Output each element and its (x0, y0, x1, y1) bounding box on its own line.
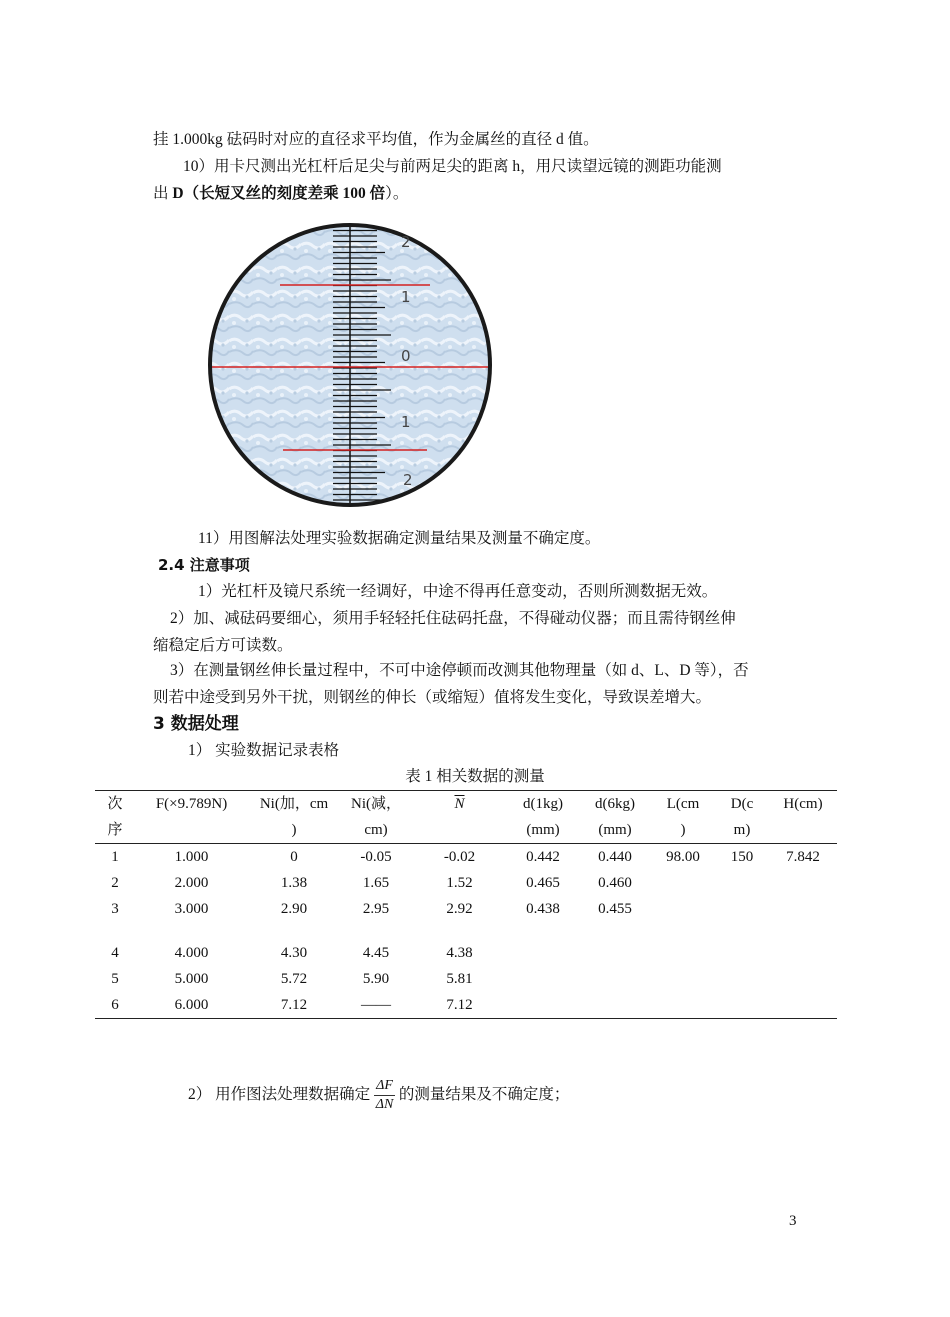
table-cell (579, 966, 651, 992)
table-cell: 150 (730, 849, 754, 865)
table-row (95, 844, 837, 871)
header-cell: L(cm (651, 791, 715, 818)
header-cell: F(×9.789N) (135, 791, 248, 818)
note-3: 3）在测量钢丝伸长量过程中，不可中途停顿而改测其他物理量（如 d、L、D 等），否 (170, 662, 749, 679)
header-cell-n-mean (412, 791, 507, 818)
header-cell: cm) (340, 817, 412, 844)
table-cell: 0.465 (526, 875, 560, 891)
table-cell: 0.440 (598, 849, 632, 865)
header-cell: (mm) (579, 817, 651, 844)
table-cell: 7.12 (412, 992, 507, 1019)
scale-label-zero: 0 (401, 347, 411, 365)
table-cell (769, 966, 837, 992)
table-cell: -0.05 (360, 849, 392, 865)
header-cell: (mm) (507, 817, 579, 844)
paragraph-step-10-cont (153, 184, 408, 204)
header-cell: 次 (95, 791, 135, 818)
table-cell: 0.442 (526, 849, 560, 865)
table-row (95, 870, 837, 896)
header-cell: ) (651, 817, 715, 844)
table-cell: 1.000 (174, 849, 209, 865)
table-cell: 5.81 (446, 971, 473, 987)
table-cell: 4.38 (446, 945, 473, 961)
note-2: 2）加、减砝码要细心，须用手轻轻托住砝码托盘，不得碰动仪器；而且需待钢丝伸 (170, 610, 736, 627)
table-cell: 5 (111, 971, 119, 987)
table-intro: 1） 实验数据记录表格 (188, 742, 340, 759)
table-cell: 0.455 (598, 901, 632, 917)
text-segment: ）。 (385, 185, 409, 202)
table-row (95, 896, 837, 940)
header-cell: H(cm) (769, 791, 837, 818)
table-cell: 4 (111, 945, 119, 961)
table-caption: 表 1 相关数据的测量 (405, 768, 545, 785)
bold-segment: D（长短叉丝的刻度差乘 100 倍 (172, 185, 386, 202)
table-cell: 5.72 (280, 971, 308, 987)
text-segment: 的测量结果及不确定度； (398, 1086, 570, 1103)
table-cell: —— (340, 992, 412, 1019)
paragraph-diameter-average: 挂 1.000kg 砝码时对应的直径求平均值，作为金属丝的直径 d 值。 (153, 131, 599, 148)
table-cell: 0.460 (598, 875, 632, 891)
paragraph-step-10: 10）用卡尺测出光杠杆后足尖与前两足尖的距离 h，用尺读望远镜的测距功能测 (183, 158, 722, 175)
table-cell: 6.000 (135, 992, 248, 1019)
table-cell (715, 896, 769, 940)
table-cell: 6 (95, 992, 135, 1019)
table-cell: 7.12 (248, 992, 340, 1019)
table-cell: 2.95 (362, 901, 390, 917)
table-cell: 1 (111, 849, 119, 865)
header-cell: Ni(减， (340, 791, 412, 818)
table-cell (769, 896, 837, 940)
header-cell (769, 817, 837, 844)
table-cell (651, 940, 715, 966)
table-cell: 4.000 (174, 945, 209, 961)
header-cell (412, 817, 507, 844)
header-cell: 序 (95, 817, 135, 844)
table-cell: 4.30 (280, 945, 308, 961)
table-cell (715, 992, 769, 1019)
fraction-denominator: ΔN (375, 1096, 394, 1112)
note-3-cont: 则若中途受到另外干扰，则钢丝的伸长（或缩短）值将发生变化，导致误差增大。 (153, 689, 712, 706)
table-cell (769, 870, 837, 896)
n-mean-symbol: $\overline{N}$ (454, 796, 465, 812)
header-row-2 (95, 817, 837, 844)
table-cell (715, 966, 769, 992)
scale-label-upper-2: 2 (401, 233, 411, 251)
table-cell (769, 992, 837, 1019)
paragraph-step-11: 11）用图解法处理实验数据确定测量结果及测量不确定度。 (198, 530, 601, 547)
table-cell: 1.38 (280, 875, 308, 891)
table-cell: 98.00 (666, 849, 700, 865)
scale-label-upper-1: 1 (401, 288, 411, 306)
table-row (95, 992, 837, 1019)
table-cell: 2.000 (174, 875, 209, 891)
table-cell (579, 940, 651, 966)
table-cell (579, 992, 651, 1019)
header-cell: m) (715, 817, 769, 844)
delta-f-over-delta-n (374, 1077, 395, 1114)
measurement-table (95, 790, 837, 1019)
header-cell: ) (248, 817, 340, 844)
table-cell (507, 992, 579, 1019)
table-cell: 3 (111, 901, 119, 917)
note-2-cont: 缩稳定后方可读数。 (153, 637, 293, 654)
table-cell (651, 870, 715, 896)
table-cell: 1.52 (446, 875, 473, 891)
table-cell: 2 (111, 875, 119, 891)
text-segment: 2） 用作图法处理数据确定 (188, 1086, 371, 1103)
table-cell: 1.65 (362, 875, 390, 891)
section-heading-3: 3 数据处理 (153, 714, 239, 734)
table-cell: 0.438 (526, 901, 560, 917)
header-cell: Ni(加，cm (248, 791, 340, 818)
table-cell: 7.842 (786, 849, 820, 865)
telescope-scale-figure (205, 215, 497, 515)
header-row-1 (95, 791, 837, 818)
table-cell (715, 940, 769, 966)
section-heading-2-4: 2.4 注意事项 (158, 556, 250, 574)
table-cell: -0.02 (443, 849, 476, 865)
paragraph-graph-method (188, 1075, 569, 1115)
table-row (95, 966, 837, 992)
table-cell: 2.90 (280, 901, 308, 917)
fraction-numerator: ΔF (374, 1077, 395, 1096)
table-cell: 5.000 (174, 971, 209, 987)
note-1: 1）光杠杆及镜尺系统一经调好，中途不得再任意变动，否则所测数据无效。 (198, 583, 718, 600)
table-row (95, 940, 837, 966)
table-cell (651, 896, 715, 940)
table-cell (507, 940, 579, 966)
table-cell: 4.45 (362, 945, 390, 961)
table-cell (507, 966, 579, 992)
scale-label-lower-1: 1 (401, 413, 411, 431)
scale-label-lower-2: 2 (403, 471, 413, 489)
header-cell: d(1kg) (507, 791, 579, 818)
table-cell: 2.92 (446, 901, 473, 917)
header-cell: D(c (715, 791, 769, 818)
table-cell: 0 (290, 849, 298, 865)
header-cell (135, 817, 248, 844)
table-cell (651, 992, 715, 1019)
table-cell (651, 966, 715, 992)
table-cell (769, 940, 837, 966)
table-cell: 5.90 (362, 971, 390, 987)
table-cell (715, 870, 769, 896)
page-number: 3 (789, 1213, 797, 1229)
header-cell: d(6kg) (579, 791, 651, 818)
table-cell: 3.000 (174, 901, 209, 917)
text-segment: 出 (153, 185, 173, 202)
